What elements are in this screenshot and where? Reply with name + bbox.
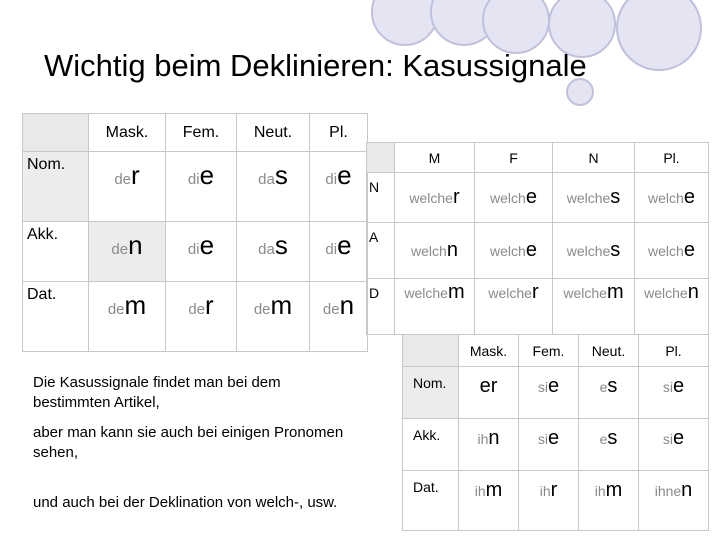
row-header: Dat. bbox=[23, 282, 89, 352]
case-ending: m bbox=[606, 281, 624, 303]
case-ending: e bbox=[673, 375, 685, 397]
column-header: Pl. bbox=[635, 143, 709, 173]
table-cell bbox=[89, 152, 166, 222]
case-ending: e bbox=[199, 230, 215, 260]
pronouns-table bbox=[402, 334, 709, 531]
case-ending: e bbox=[525, 186, 537, 208]
table-cell bbox=[639, 419, 709, 471]
slide-title: Wichtig beim Deklinieren: Kasussignale bbox=[44, 48, 587, 83]
stem: da bbox=[258, 241, 275, 258]
case-ending: r bbox=[205, 290, 214, 320]
column-header: Mask. bbox=[89, 114, 166, 152]
row-header: Akk. bbox=[23, 222, 89, 282]
column-header: F bbox=[475, 143, 553, 173]
table-cell bbox=[553, 279, 635, 335]
column-header: N bbox=[553, 143, 635, 173]
case-ending: n bbox=[339, 290, 355, 320]
column-header: M bbox=[395, 143, 475, 173]
case-ending: e bbox=[199, 160, 215, 190]
stem: welche bbox=[488, 285, 532, 301]
case-ending: n bbox=[488, 427, 500, 449]
stem: si bbox=[537, 379, 548, 395]
case-ending: m bbox=[485, 479, 503, 501]
stem: si bbox=[662, 431, 673, 447]
table-cell bbox=[310, 222, 368, 282]
stem: welche bbox=[566, 190, 611, 206]
table-cell bbox=[639, 471, 709, 531]
case-ending: m bbox=[270, 290, 293, 320]
case-ending: e bbox=[548, 375, 560, 397]
stem: ih bbox=[594, 483, 606, 499]
column-header: Neut. bbox=[579, 335, 639, 367]
table-cell bbox=[553, 223, 635, 279]
table-corner bbox=[367, 143, 395, 173]
table-cell bbox=[459, 471, 519, 531]
column-header: Fem. bbox=[166, 114, 237, 152]
case-ending: s bbox=[274, 230, 288, 260]
case-ending: r bbox=[550, 479, 558, 501]
table-cell bbox=[89, 222, 166, 282]
case-ending: s bbox=[610, 239, 621, 261]
table-cell bbox=[635, 223, 709, 279]
case-ending: e bbox=[525, 239, 537, 261]
row-header: Akk. bbox=[403, 419, 459, 471]
row-header: N bbox=[367, 173, 395, 223]
stem: de bbox=[107, 301, 125, 318]
stem: di bbox=[325, 171, 338, 188]
case-ending: m bbox=[124, 290, 147, 320]
table-cell bbox=[166, 152, 237, 222]
row-header: D bbox=[367, 279, 395, 335]
stem: ihne bbox=[654, 483, 682, 499]
row-header: Dat. bbox=[403, 471, 459, 531]
table-cell bbox=[395, 279, 475, 335]
table-cell bbox=[519, 419, 579, 471]
case-ending: e bbox=[683, 239, 695, 261]
table-cell bbox=[635, 173, 709, 223]
stem: de bbox=[322, 301, 340, 318]
case-ending: e bbox=[337, 230, 352, 260]
articles-table bbox=[22, 113, 368, 352]
stem: de bbox=[188, 301, 205, 318]
stem: welche bbox=[644, 285, 688, 301]
stem: da bbox=[258, 171, 275, 188]
table-cell bbox=[579, 367, 639, 419]
case-ending: n bbox=[687, 281, 699, 303]
table-cell bbox=[459, 367, 519, 419]
stem: ih bbox=[474, 483, 486, 499]
case-ending: er bbox=[479, 375, 498, 397]
table-cell bbox=[166, 282, 237, 352]
stem: welch bbox=[490, 190, 526, 206]
case-ending: s bbox=[610, 186, 621, 208]
column-header: Neut. bbox=[237, 114, 310, 152]
case-ending: m bbox=[447, 281, 465, 303]
circle-decoration bbox=[372, 0, 438, 45]
column-header: Pl. bbox=[639, 335, 709, 367]
stem: si bbox=[537, 431, 548, 447]
table-cell bbox=[395, 223, 475, 279]
table-cell bbox=[519, 367, 579, 419]
row-header: A bbox=[367, 223, 395, 279]
stem: welche bbox=[404, 285, 448, 301]
stem: de bbox=[253, 301, 271, 318]
table-cell bbox=[635, 279, 709, 335]
table-cell bbox=[459, 419, 519, 471]
case-ending: e bbox=[683, 186, 695, 208]
welch-table bbox=[366, 142, 709, 335]
case-ending: s bbox=[274, 160, 288, 190]
note-definite-article: Die Kasussignale findet man bei dem bestimmten Artikel, bbox=[33, 374, 281, 411]
stem: welche bbox=[566, 243, 611, 259]
table-cell bbox=[89, 282, 166, 352]
case-ending: r bbox=[531, 281, 539, 303]
table-cell bbox=[237, 222, 310, 282]
stem: ih bbox=[539, 483, 551, 499]
table-cell bbox=[237, 152, 310, 222]
stem: ih bbox=[477, 431, 489, 447]
circle-decoration bbox=[617, 0, 701, 70]
stem: de bbox=[114, 171, 131, 188]
stem: welch bbox=[648, 190, 684, 206]
case-ending: e bbox=[548, 427, 560, 449]
note-pronouns: aber man kann sie auch bei einigen Pronomen sehen, bbox=[33, 424, 344, 461]
stem: welche bbox=[563, 285, 607, 301]
table-cell bbox=[553, 173, 635, 223]
stem: si bbox=[662, 379, 673, 395]
case-ending: e bbox=[337, 160, 352, 190]
table-cell bbox=[475, 279, 553, 335]
case-ending: r bbox=[452, 186, 460, 208]
row-header: Nom. bbox=[403, 367, 459, 419]
case-ending: e bbox=[673, 427, 685, 449]
table-cell bbox=[310, 282, 368, 352]
stem: de bbox=[111, 241, 129, 258]
table-cell bbox=[475, 173, 553, 223]
table-cell bbox=[166, 222, 237, 282]
column-header: Fem. bbox=[519, 335, 579, 367]
column-header: Pl. bbox=[310, 114, 368, 152]
case-ending: n bbox=[128, 230, 143, 260]
note-welch: und auch bei der Deklination von welch-, usw. bbox=[33, 494, 338, 511]
case-ending: n bbox=[446, 239, 458, 261]
stem: welch bbox=[490, 243, 526, 259]
table-cell bbox=[395, 173, 475, 223]
case-ending: n bbox=[681, 479, 693, 501]
stem: welch bbox=[411, 243, 447, 259]
stem: welche bbox=[409, 190, 453, 206]
stem: di bbox=[187, 241, 200, 258]
case-ending: s bbox=[607, 375, 618, 397]
table-cell bbox=[579, 471, 639, 531]
table-corner bbox=[23, 114, 89, 152]
row-header: Nom. bbox=[23, 152, 89, 222]
stem: e bbox=[599, 379, 608, 395]
stem: welch bbox=[648, 243, 684, 259]
column-header: Mask. bbox=[459, 335, 519, 367]
table-corner bbox=[403, 335, 459, 367]
stem: di bbox=[325, 241, 338, 258]
case-ending: r bbox=[131, 160, 140, 190]
circle-decoration bbox=[483, 0, 549, 53]
table-cell bbox=[639, 367, 709, 419]
table-cell bbox=[519, 471, 579, 531]
case-ending: s bbox=[607, 427, 618, 449]
stem: di bbox=[187, 171, 200, 188]
table-cell bbox=[237, 282, 310, 352]
table-cell bbox=[310, 152, 368, 222]
table-cell bbox=[579, 419, 639, 471]
table-cell bbox=[475, 223, 553, 279]
case-ending: m bbox=[605, 479, 623, 501]
stem: e bbox=[599, 431, 608, 447]
